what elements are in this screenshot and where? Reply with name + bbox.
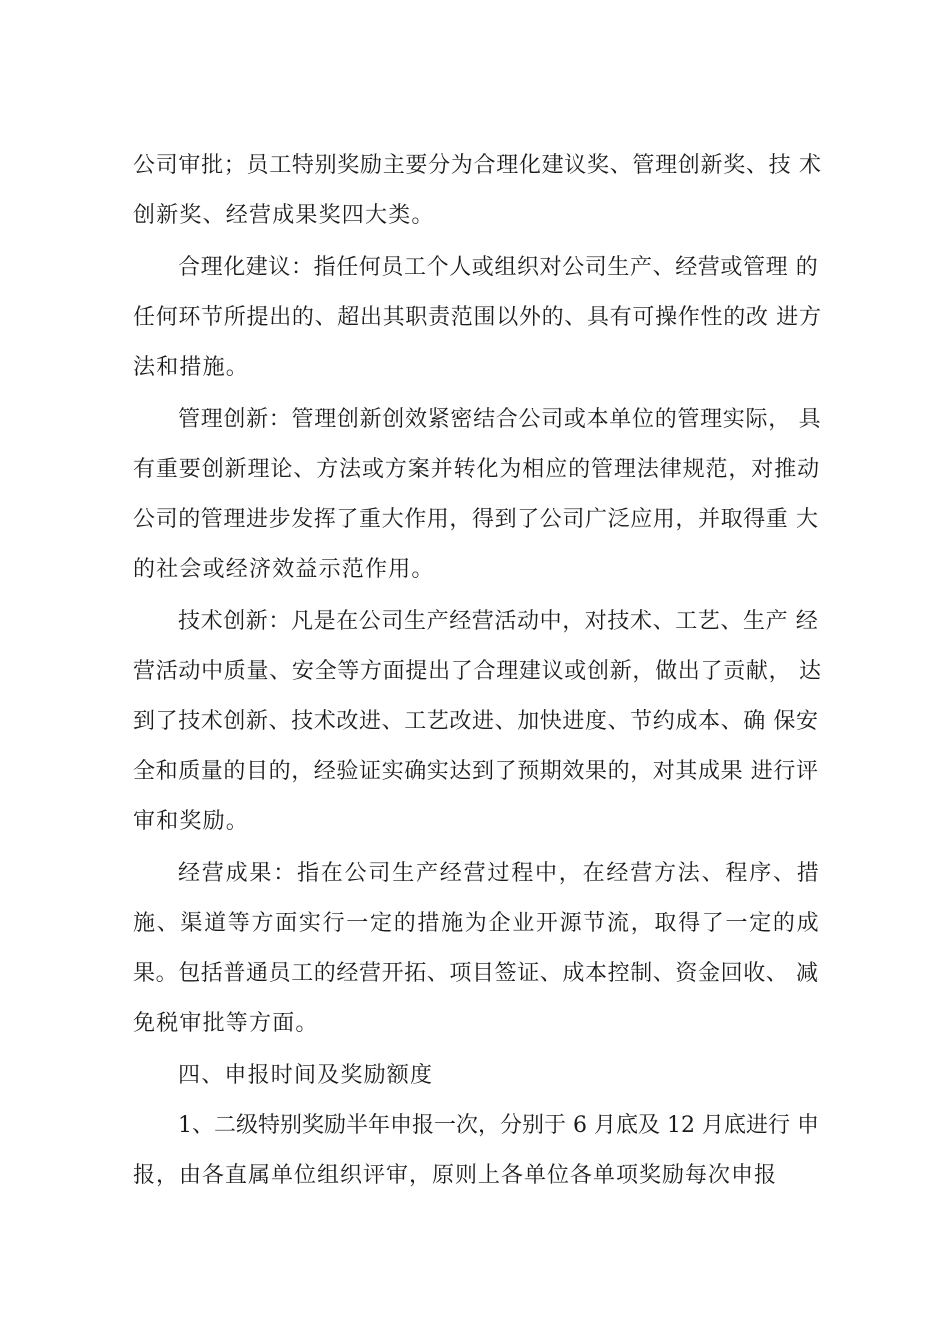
text-line: 任何环节所提出的、超出其职责范围以外的、具有可操作性的改 进方 (133, 305, 822, 330)
text-line: 报，由各直属单位组织评审，原则上各单位各单项奖励每次申报 (133, 1163, 778, 1188)
text-line: 1、二级特别奖励半年申报一次，分别于 6 月底及 12 月底进行 申 (178, 1113, 819, 1138)
text-line: 创新奖、经营成果奖四大类。 (133, 203, 435, 228)
text-line: 免税审批等方面。 (133, 1011, 319, 1036)
text-line: 经营成果：指在公司生产经营过程中，在经营方法、程序、措 (178, 861, 821, 886)
text-line: 有重要创新理论、方法或方案并转化为相应的管理法律规范，对推动 (133, 457, 821, 482)
text-line: 公司审批；员工特别奖励主要分为合理化建议奖、管理创新奖、技 术 (133, 153, 822, 178)
text-line: 营活动中质量、安全等方面提出了合理建议或创新，做出了贡献， 达 (133, 659, 822, 684)
text-line: 技术创新：凡是在公司生产经营活动中，对技术、工艺、生产 经 (178, 609, 819, 634)
text-line: 果。包括普通员工的经营开拓、项目签证、成本控制、资金回收、 减 (133, 961, 819, 986)
text-line: 施、渠道等方面实行一定的措施为企业开源节流，取得了一定的成 (133, 911, 821, 936)
text-line: 的社会或经济效益示范作用。 (133, 557, 435, 582)
section-heading: 四、申报时间及奖励额度 (178, 1063, 434, 1088)
text-line: 全和质量的目的，经验证实确实达到了预期效果的，对其成果 进行评 (133, 759, 819, 784)
text-line: 管理创新：管理创新创效紧密结合公司或本单位的管理实际， 具 (178, 407, 822, 432)
text-line: 审和奖励。 (133, 809, 250, 834)
text-line: 到了技术创新、技术改进、工艺改进、加快进度、节约成本、确 保安 (133, 709, 819, 734)
text-line: 公司的管理进步发挥了重大作用，得到了公司广泛应用，并取得重 大 (133, 507, 819, 532)
text-line: 法和措施。 (133, 355, 250, 380)
text-line: 合理化建议：指任何员工个人或组织对公司生产、经营或管理 的 (178, 255, 819, 280)
